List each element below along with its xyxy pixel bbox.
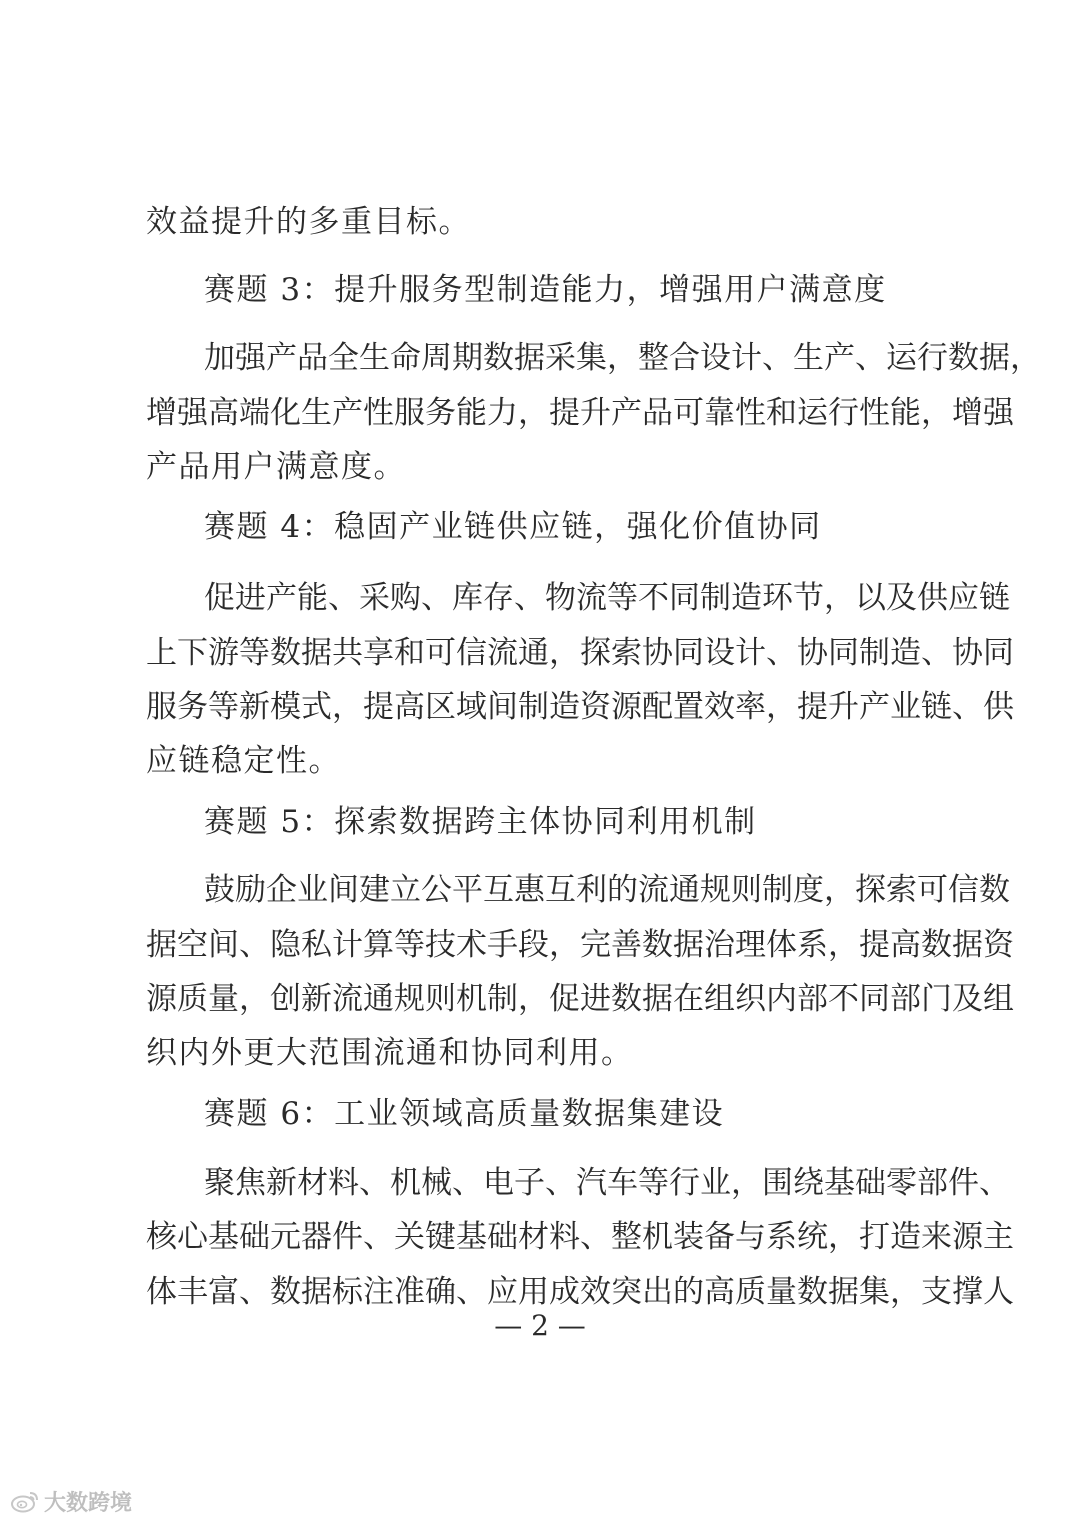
paragraph-line: 据空间、隐私计算等技术手段，完善数据治理体系，提高数据资 [146,927,1014,963]
paragraph-line: 产品用户满意度。 [146,449,406,485]
section-heading-3: 赛题 3：提升服务型制造能力，增强用户满意度 [204,272,887,308]
paragraph-line: 服务等新模式，提高区域间制造资源配置效率，提升产业链、供 [146,689,1014,725]
section-heading-6: 赛题 6：工业领域高质量数据集建设 [204,1096,725,1132]
paragraph-line: 应链稳定性。 [146,743,341,779]
weibo-logo-icon [10,1489,40,1513]
paragraph-line: 加强产品全生命周期数据采集，整合设计、生产、运行数据， [204,340,1041,376]
paragraph-line: 核心基础元器件、关键基础材料、整机装备与系统，打造来源主 [146,1219,1014,1255]
paragraph-line: 体丰富、数据标注准确、应用成效突出的高质量数据集，支撑人 [146,1274,1014,1310]
paragraph-line: 鼓励企业间建立公平互惠互利的流通规则制度，探索可信数 [204,872,1010,908]
page-number: — 2 — [494,1309,586,1342]
paragraph-line: 上下游等数据共享和可信流通，探索协同设计、协同制造、协同 [146,635,1014,671]
paragraph-line: 聚焦新材料、机械、电子、汽车等行业，围绕基础零部件、 [204,1165,1010,1201]
section-heading-4: 赛题 4：稳固产业链供应链，强化价值协同 [204,509,822,545]
paragraph-line: 促进产能、采购、库存、物流等不同制造环节，以及供应链 [204,580,1010,616]
paragraph-line: 源质量，创新流通规则机制，促进数据在组织内部不同部门及组 [146,981,1014,1017]
section-heading-5: 赛题 5：探索数据跨主体协同利用机制 [204,804,757,840]
paragraph-line: 增强高端化生产性服务能力，提升产品可靠性和运行性能，增强 [146,395,1014,431]
watermark-text: 大数跨境 [44,1490,133,1516]
paragraph-line: 效益提升的多重目标。 [146,204,471,240]
paragraph-line: 织内外更大范围流通和协同利用。 [146,1035,634,1071]
watermark [10,1487,132,1515]
